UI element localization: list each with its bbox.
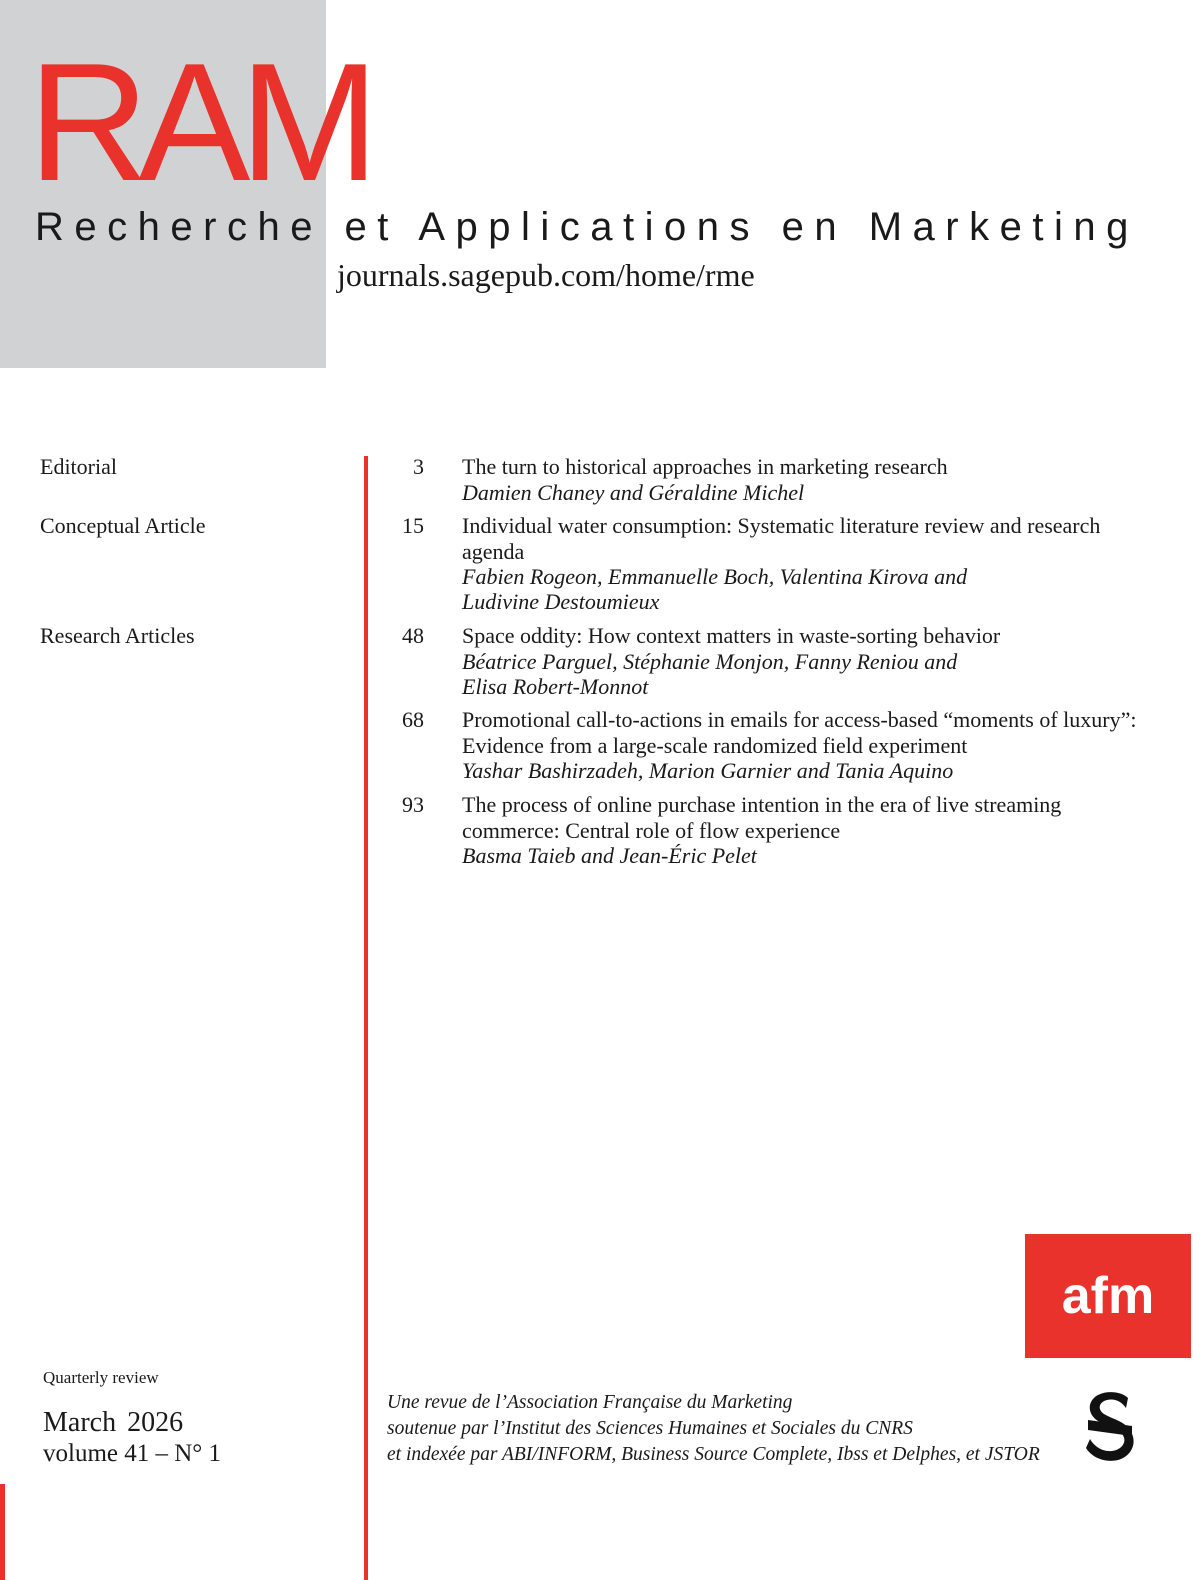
page-number: 68 xyxy=(402,707,424,732)
association-line: Une revue de l’Association Française du Marketing xyxy=(387,1392,793,1413)
journal-url: journals.sagepub.com/home/rme xyxy=(337,257,755,293)
publication-frequency: Quarterly review xyxy=(43,1368,159,1387)
toc-entry xyxy=(380,513,1140,614)
association-note xyxy=(387,1390,1040,1468)
association-line: et indexée par ABI/INFORM, Business Source Complete, Ibss et Delphes, et JSTOR xyxy=(387,1444,1040,1465)
page-number: 15 xyxy=(402,513,424,538)
journal-logo: RAM xyxy=(28,28,369,216)
article-title: The turn to historical approaches in marketing research xyxy=(462,454,948,479)
toc-entry xyxy=(380,623,1140,699)
article-authors: Damien Chaney and Géraldine Michel xyxy=(462,479,805,505)
section-research-articles: Research Articles xyxy=(40,623,195,648)
article-authors: Yashar Bashirzadeh, Marion Garnier and Tania Aquino xyxy=(462,758,954,783)
journal-name: Recherche et Applications en Marketing xyxy=(35,205,1139,249)
page-number: 93 xyxy=(402,792,424,817)
article-title: Space oddity: How context matters in waste-sorting behavior xyxy=(462,623,1001,648)
toc-entry xyxy=(380,454,1140,505)
section-editorial: Editorial xyxy=(40,454,117,479)
toc-divider xyxy=(364,456,368,1580)
sage-s-icon xyxy=(1084,1390,1136,1464)
toc-entry xyxy=(380,792,1140,868)
issue-volume: volume 41 – N° 1 xyxy=(43,1440,222,1467)
article-authors: Fabien Rogeon, Emmanuelle Boch, Valentina Kirova and Ludivine Destoumieux xyxy=(462,564,968,614)
toc-entry xyxy=(380,707,1140,783)
article-authors: Béatrice Parguel, Stéphanie Monjon, Fanny Reniou and Elisa Robert-Monnot xyxy=(462,648,958,699)
corner-accent-bar xyxy=(0,1484,5,1580)
article-title: Individual water consumption: Systematic literature review and research agenda xyxy=(462,513,1101,564)
page-number: 3 xyxy=(413,454,424,479)
afm-logo: afm xyxy=(1025,1234,1191,1358)
issue-date: March 2026 xyxy=(43,1407,184,1438)
article-title: Promotional call-to-actions in emails for access-based “moments of luxury”: Evidence from a large-scale randomized field experiment xyxy=(462,707,1137,758)
article-title: The process of online purchase intention in the era of live streaming commerce: Central role of flow experience xyxy=(462,792,1062,843)
page-number: 48 xyxy=(402,623,424,648)
article-authors: Basma Taieb and Jean-Éric Pelet xyxy=(462,843,757,868)
section-conceptual-article: Conceptual Article xyxy=(40,513,206,538)
association-line: soutenue par l’Institut des Sciences Humaines et Sociales du CNRS xyxy=(387,1418,913,1439)
